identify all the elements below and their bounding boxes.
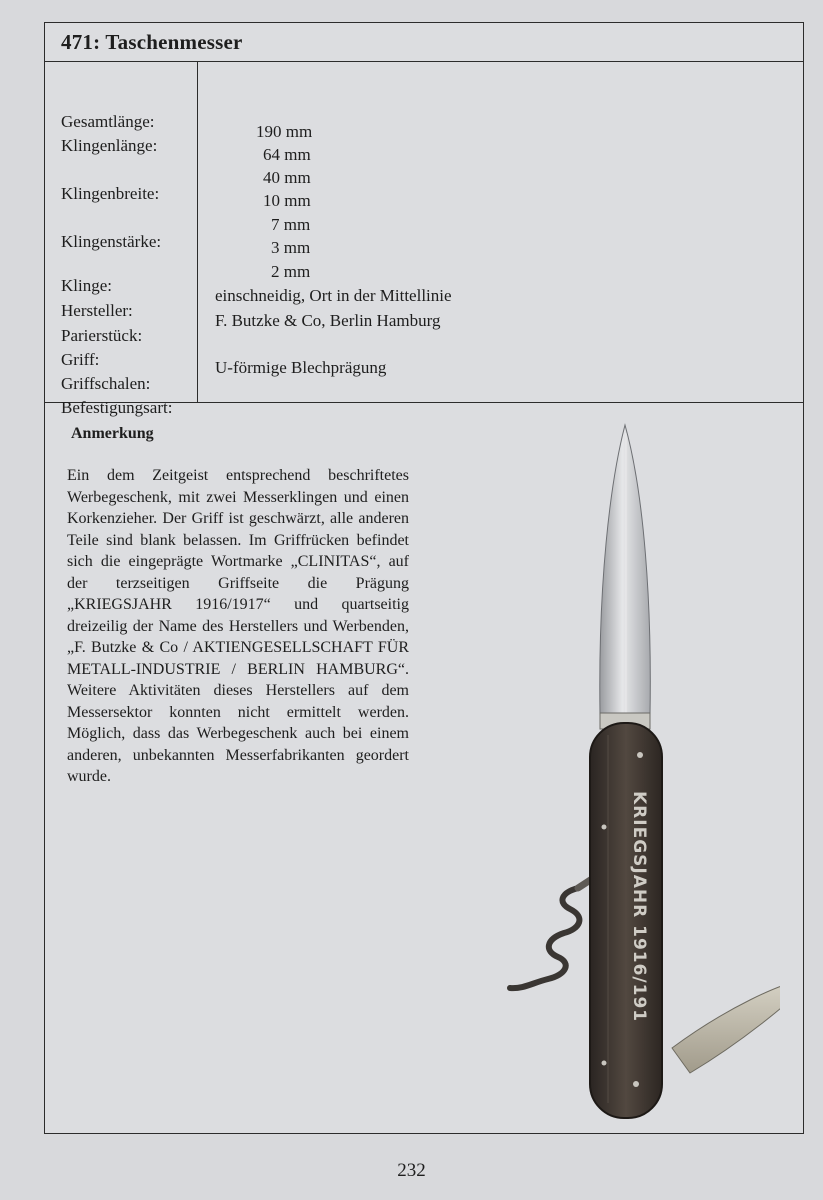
entry-title: 471: Taschenmesser [61, 29, 243, 54]
label-klingenbreite: Klingenbreite: [61, 184, 160, 203]
label-befestigungsart: Befestigungsart: [61, 398, 173, 417]
title-row [45, 23, 803, 62]
value-klingenstaerke: 3 mm [271, 238, 311, 257]
catalog-entry [44, 22, 804, 1134]
value-gesamtlaenge: 190 mm [256, 122, 313, 141]
handle-engraving: KRIEGSJAHR 1916/191 [629, 791, 649, 1023]
note-section [45, 403, 803, 1133]
note-paragraph: Ein dem Zeitgeist entsprechend beschriftetes Werbegeschenk, mit zwei Messerklingen und einen Korkenzieher. Der Griff ist geschwärzt, alle anderen Teile sind blank belassen. Im Griffrücken befindet sich die eingeprägte Wortmarke „CLINITAS“, auf der terzseitigen Griffseite die Prägung „KRIEGSJAHR 1916/1917“ und quartseitig dreizeilig der Name des Herstellers und Werbenden, „F. Butzke & Co / AKTIENGESELLSCHAFT FÜR METALL-INDUSTRIE / BERLIN HAMBURG“. Weitere Aktivitäten dieses Herstellers auf dem Messersektor konnten nicht ermittelt werden. Möglich, dass das Werbegeschenk auch bei einem anderen, unbekannten Messerfabrikanten geordert wurde. [67, 467, 409, 785]
label-klingenlaenge: Klingenlänge: [61, 136, 158, 155]
label-hersteller: Hersteller: [61, 301, 133, 320]
label-klingenstaerke: Klingenstärke: [61, 232, 162, 251]
value-klingenbreite-2: 7 mm [271, 215, 311, 234]
main-blade [600, 425, 651, 715]
label-griffschalen: Griffschalen: [61, 374, 151, 393]
page-number: 232 [397, 1160, 426, 1181]
spec-table [45, 62, 803, 417]
label-klinge: Klinge: [61, 276, 112, 295]
rivet-lower [602, 1061, 607, 1066]
value-klingenlaenge-2: 40 mm [263, 168, 311, 187]
note-heading: Anmerkung [71, 425, 154, 442]
label-gesamtlaenge: Gesamtlänge: [61, 112, 155, 131]
value-hersteller: F. Butzke & Co, Berlin Hamburg [215, 311, 441, 330]
rivet-bottom [633, 1081, 639, 1087]
corkscrew [510, 888, 579, 988]
label-griff: Griff: [61, 350, 100, 369]
label-parierstueck: Parierstück: [61, 326, 143, 345]
value-klingenstaerke-2: 2 mm [271, 262, 311, 281]
value-klingenlaenge: 64 mm [263, 145, 311, 164]
column-divider [197, 62, 198, 402]
value-griff: U-förmige Blechprägung [215, 358, 387, 377]
pocket-knife-photo [440, 423, 780, 1123]
value-klinge: einschneidig, Ort in der Mittellinie [215, 286, 452, 305]
knife-handle [590, 723, 662, 1118]
rivet-top [637, 752, 643, 758]
value-klingenbreite: 10 mm [263, 191, 311, 210]
small-blade [672, 979, 780, 1073]
rivet-upper [602, 825, 607, 830]
